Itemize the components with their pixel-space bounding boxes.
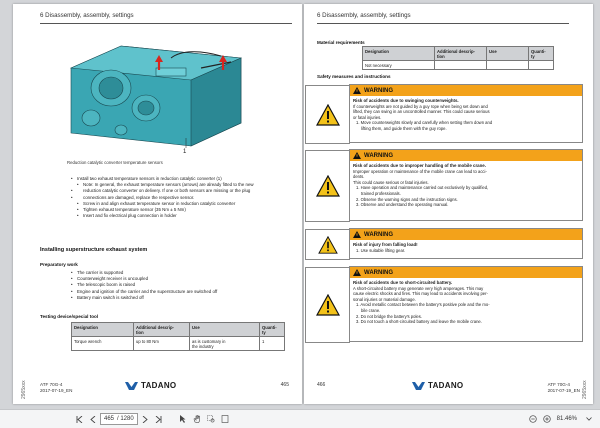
install-steps xyxy=(71,176,286,219)
brand-name: TADANO xyxy=(428,381,464,390)
warning-step: 1. Move counterweights slowly and carefully when setting them down and xyxy=(356,120,493,126)
chevron-right-icon xyxy=(142,416,148,423)
zoom-out-icon xyxy=(529,415,537,423)
zoom-in-icon xyxy=(543,415,551,423)
warning-title: Risk of accidents due to short-circuited battery. xyxy=(353,280,453,285)
page-number-field[interactable] xyxy=(100,413,138,425)
material-title: Material requirements xyxy=(317,40,365,45)
page-465 xyxy=(13,4,302,404)
warning-text: This could cause serious or fatal injuries. xyxy=(353,179,429,185)
last-page-button[interactable] xyxy=(152,412,166,426)
tadano-mark-icon xyxy=(125,382,138,390)
col-quantity: Quanti- ty xyxy=(260,323,285,337)
first-page-button[interactable] xyxy=(72,412,86,426)
warning-text: cause electric shocks and fires. This may lead to accidents involving per- xyxy=(353,291,488,297)
material-table xyxy=(362,46,554,70)
brand-name: TADANO xyxy=(141,381,177,390)
col-use: Use xyxy=(190,323,260,337)
cell xyxy=(435,61,487,70)
substep-plug: • Insert and fix electrical plug connection in holder xyxy=(71,213,286,219)
note-line-3: • connections are damaged, replace the respective sensor. xyxy=(71,195,286,201)
col-use: Use xyxy=(487,47,529,61)
warning-text: or fatal injuries. xyxy=(353,114,382,120)
warning-header xyxy=(350,150,582,161)
warning-text: dents. xyxy=(353,174,365,180)
hazard-triangle-icon xyxy=(316,294,340,316)
warning-body xyxy=(350,278,582,327)
header-rule xyxy=(40,23,292,24)
note-line-1: • Note: In general, the exhaust temperature sensors (arrows) are already fitted to the new xyxy=(71,182,286,188)
warning-text: Improper operation or maintenance of the mobile crane can lead to acci- xyxy=(353,168,487,174)
warning-step: 3. Observe and understand the operating manual. xyxy=(356,202,449,208)
cell: Not necessary xyxy=(363,61,435,70)
warning-step: lifting them, and guide them with the guy rope. xyxy=(361,125,447,131)
chevron-left-icon xyxy=(90,416,96,423)
warning-box xyxy=(349,149,583,221)
viewer-toolbar xyxy=(0,409,600,428)
current-page[interactable]: 465 xyxy=(104,416,115,422)
cell: 1 xyxy=(260,337,285,351)
tadano-logo xyxy=(412,381,463,390)
section-title: Installing superstructure exhaust system xyxy=(40,247,148,253)
note-line-2: • reduction catalytic converter on delivery. If one or both sensors are missing or the plug xyxy=(71,188,286,194)
footer-info xyxy=(40,382,72,394)
warning-step: 1. Avoid metallic contact between the battery's positive pole and the mo- xyxy=(356,302,490,308)
warning-title: Risk of accidents due to improper handling of the mobile crane. xyxy=(353,163,486,168)
warning-step: 1. Use suitable lifting gear. xyxy=(356,247,406,253)
page-number: 465 xyxy=(280,382,289,388)
side-code: 2965xxx xyxy=(582,380,588,399)
warning-step: 3. Do not touch a short-circuited battery and leave the mobile crane. xyxy=(356,319,482,325)
warning-small-icon xyxy=(353,269,361,276)
col-designation: Designation xyxy=(72,323,134,337)
warning-text: A short-circuited battery may generate very high amperages. This may xyxy=(353,285,484,291)
cell: up to 80 Nm xyxy=(134,337,190,351)
footer-date: 2017-07-19_EN xyxy=(40,388,73,393)
warning-step: 1. Have operation and maintenance carried out exclusively by qualified, xyxy=(356,185,489,191)
cursor-icon xyxy=(179,415,186,423)
footer-model: ATF 70G-4 xyxy=(547,382,570,387)
warning-icon-cell xyxy=(305,267,350,343)
fit-page-button[interactable] xyxy=(218,412,232,426)
col-quantity: Quanti- ty xyxy=(529,47,554,61)
substep-screw: • Screw in and align exhaust temperature sensor in reduction catalytic converter xyxy=(71,201,286,207)
prep-item: • Engine and ignition of the carrier and the superstructure are switched off xyxy=(71,289,286,295)
footer-model: ATF 70G-4 xyxy=(40,382,63,387)
prep-title: Preparatory work xyxy=(40,262,78,267)
warning-text: sonal injuries or material damage. xyxy=(353,296,416,302)
last-page-icon xyxy=(155,416,162,423)
warning-label: WARNING xyxy=(364,152,393,159)
warning-step: 2. Observe the warning signs and the instruction signs. xyxy=(356,196,458,202)
zoom-level[interactable]: 81.46% xyxy=(556,416,577,422)
warning-title: Risk of injury from falling load! xyxy=(353,242,418,247)
col-description: Additional descrip- tion xyxy=(134,323,190,337)
page-number: 466 xyxy=(317,382,326,388)
warning-text: lifted, they can swing in an uncontrolled manner. This could cause serious xyxy=(353,109,490,115)
cell: Torque wrench xyxy=(72,337,134,351)
warning-header xyxy=(350,85,582,96)
warning-box xyxy=(349,84,583,143)
prep-item: • Counterweight receiver is uncoupled xyxy=(71,276,286,282)
marquee-zoom-icon xyxy=(207,415,215,423)
total-pages: / 1280 xyxy=(117,416,134,422)
prep-item: • The telescopic boom is raised xyxy=(71,282,286,288)
footer-info xyxy=(548,382,580,394)
prep-item: • The carrier is supported xyxy=(71,270,286,276)
table-row xyxy=(363,61,554,70)
warning-label: WARNING xyxy=(364,231,393,238)
warning-body xyxy=(350,96,582,134)
page-466 xyxy=(304,4,593,404)
step-1: • Install two exhaust temperature sensors in reduction catalytic converter (1) xyxy=(71,176,286,182)
warning-body xyxy=(350,161,582,210)
hazard-triangle-icon xyxy=(316,104,340,126)
warning-small-icon xyxy=(353,87,361,94)
header-rule xyxy=(317,23,569,24)
cell: as is customary in the industry xyxy=(190,337,260,351)
side-code: 2965xxx xyxy=(21,380,27,399)
warning-label: WARNING xyxy=(364,87,393,94)
zoom-dropdown-button[interactable] xyxy=(582,412,596,426)
warning-icon-cell xyxy=(305,150,350,222)
warning-small-icon xyxy=(353,231,361,238)
warning-body xyxy=(350,240,582,255)
warning-step: bile crane. xyxy=(361,307,381,313)
prev-page-button[interactable] xyxy=(86,412,100,426)
warning-step: 2. Do not bridge the battery's poles. xyxy=(356,313,422,319)
page-header: 6 Disassembly, assembly, settings xyxy=(40,12,134,19)
zoom-out-button[interactable] xyxy=(526,412,540,426)
zoom-region-button[interactable] xyxy=(204,412,218,426)
image-caption: Reduction catalytic converter temperature sensors xyxy=(67,160,163,165)
col-description: Additional descrip- tion xyxy=(435,47,487,61)
warning-box xyxy=(349,228,583,259)
warning-header xyxy=(350,267,582,278)
testing-title: Testing device/special tool xyxy=(40,314,99,319)
tadano-mark-icon xyxy=(412,382,425,390)
col-designation: Designation xyxy=(363,47,435,61)
warning-small-icon xyxy=(353,152,361,159)
warning-box xyxy=(349,266,583,342)
warning-text: If counterweights are not guided by a guy rope when being set down and xyxy=(353,103,488,109)
pan-tool-button[interactable] xyxy=(190,412,204,426)
next-page-button[interactable] xyxy=(138,412,152,426)
cell xyxy=(529,61,554,70)
hand-icon xyxy=(193,415,201,423)
footer-date: 2017-07-19_EN xyxy=(547,388,580,393)
warning-label: WARNING xyxy=(364,269,393,276)
chevron-down-icon xyxy=(586,417,592,421)
tool-table xyxy=(71,322,285,351)
hazard-triangle-icon xyxy=(318,236,338,254)
fit-page-icon xyxy=(221,415,229,423)
table-row xyxy=(72,337,285,351)
select-tool-button[interactable] xyxy=(176,412,190,426)
catalytic-converter-illustration xyxy=(51,28,251,153)
warning-title: Risk of accidents due to swinging counterweights. xyxy=(353,98,459,103)
first-page-icon xyxy=(76,416,83,423)
callout-number: 1 xyxy=(183,149,187,153)
zoom-in-button[interactable] xyxy=(540,412,554,426)
prep-item: • Battery main switch is switched off xyxy=(71,295,286,301)
hazard-triangle-icon xyxy=(316,175,340,197)
tadano-logo xyxy=(125,381,176,390)
cell xyxy=(487,61,529,70)
prep-list xyxy=(71,270,286,301)
warning-icon-cell xyxy=(305,85,350,144)
warning-step: trained professionals. xyxy=(361,190,401,196)
safety-title: Safety measures and instructions xyxy=(317,74,391,79)
substep-tighten: • Tighten exhaust temperature sensor (35 Nm ± 5 Nm) xyxy=(71,207,286,213)
page-header: 6 Disassembly, assembly, settings xyxy=(317,12,411,19)
warning-header xyxy=(350,229,582,240)
warning-icon-cell xyxy=(305,229,350,260)
